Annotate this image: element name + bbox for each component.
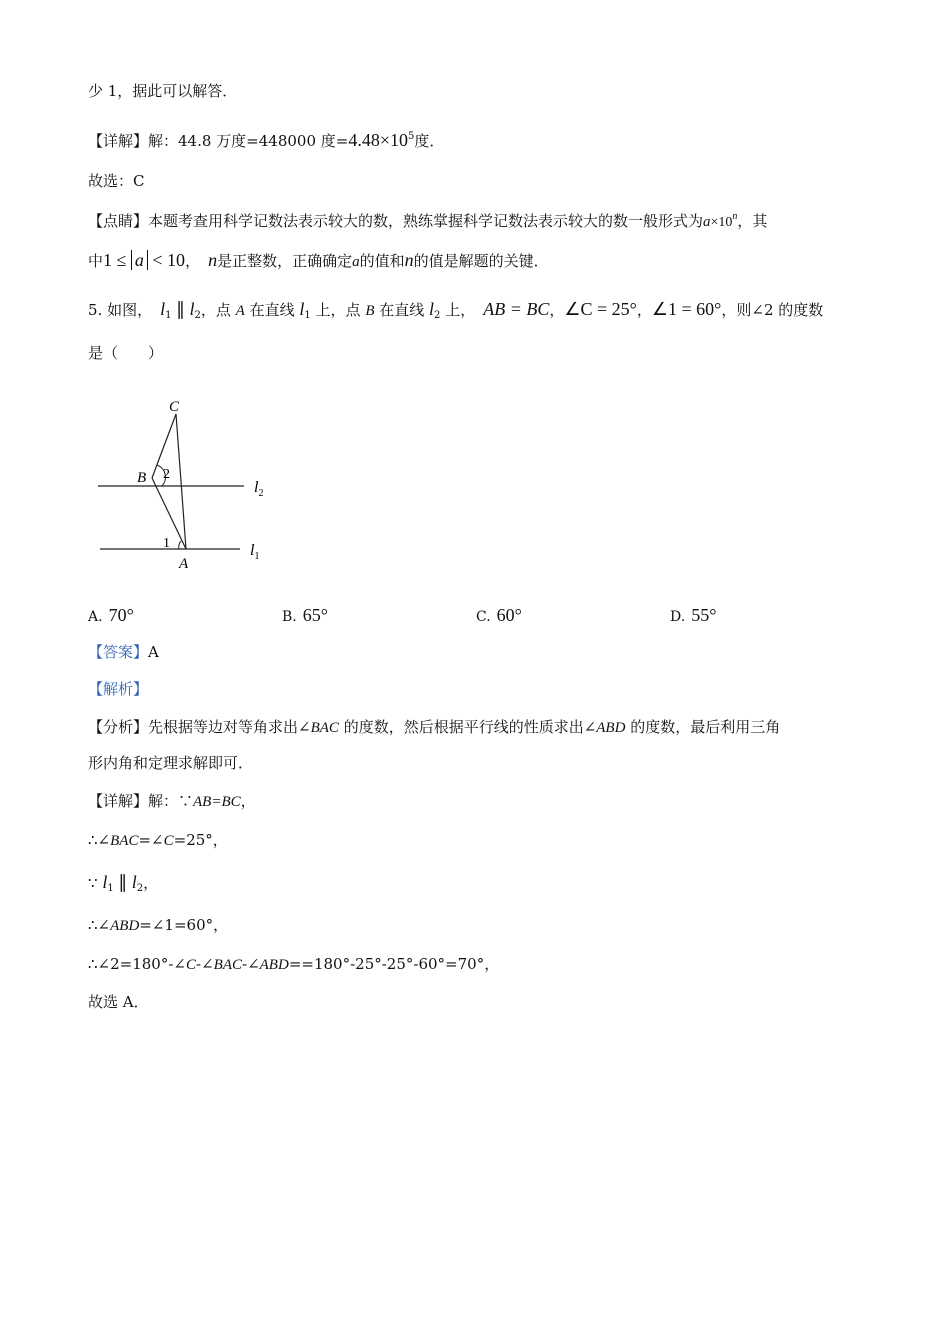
tip-line-2: 中1 ≤ a < 10， n是正整数，正确确定a的值和n的值是解题的关键． (88, 250, 549, 270)
option-a: A. 70° (88, 605, 134, 625)
angle-1-arc (179, 541, 181, 549)
option-c: C. 60° (476, 605, 522, 625)
analysis-line-1: 【分析】先根据等边对等角求出∠BAC 的度数，然后根据平行线的性质求出∠ABD 的度数，最后利用三角 (88, 718, 781, 736)
solution-line-4: ∴∠ABD=∠1=60°， (88, 916, 229, 934)
label-B: B (137, 470, 147, 486)
label-A: A (179, 556, 189, 572)
solution-line-5: ∴∠2=180°-∠C-∠BAC-∠ABD==180°-25°-25°-60°=70°， (88, 955, 500, 973)
analysis-line-2: 形内角和定理求解即可． (88, 754, 254, 772)
text-line-1: 少 1，据此可以解答． (88, 82, 238, 100)
segment-CA (176, 414, 186, 549)
detail-line: 【详解】解：44.8 万度=448000 度$=4.48\times 10^5$度． (88, 130, 445, 150)
label-C: C (169, 399, 180, 415)
label-l2: $l_2$ (254, 479, 264, 499)
tip-line-1: 【点睛】本题考查用科学记数法表示较大的数，熟练掌握科学记数法表示较大的数一般形式为$a\times 10^n$，其 (88, 211, 768, 230)
option-d: D. 55° (670, 605, 717, 625)
question-5-line-1: 5. 如图， $l_1$ ∥ $l_2$，点 A 在直线 $l_1$ 上，点 B 在直线 $l_2$ 上， AB = BC，∠C = 25°，∠1 = 60°，则∠2 的度数 (88, 299, 824, 321)
label-angle-2: 2 (163, 467, 170, 482)
analysis-tag: 【解析】 (88, 680, 149, 698)
label-angle-1: 1 (163, 536, 170, 551)
question-5-line-2: 是（ ） (88, 344, 164, 362)
solution-line-2: ∴∠BAC=∠C=25°， (88, 831, 228, 849)
solution-line-1: 【详解】解：∵AB=BC， (88, 792, 256, 810)
answer-line: 【答案】A (88, 643, 159, 661)
option-b: B. 65° (282, 605, 328, 625)
geometry-figure (90, 392, 280, 577)
choice-line: 故选：C (88, 172, 145, 190)
label-l1: $l_1$ (250, 542, 260, 562)
solution-line-6: 故选 A． (88, 993, 149, 1011)
solution-line-3: ∵ $l_1$ ∥ $l_2$， (88, 872, 159, 894)
